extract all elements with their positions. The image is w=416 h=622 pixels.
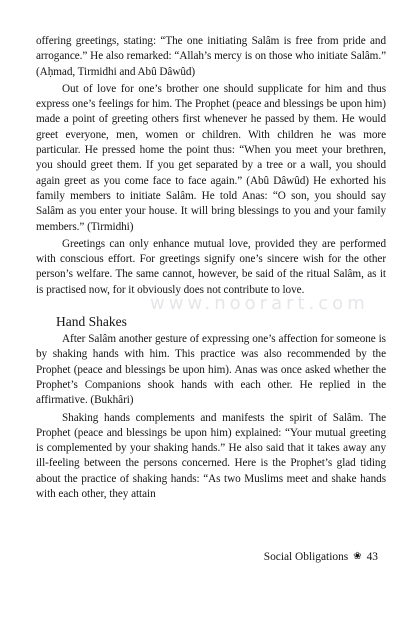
watermark: www.noorart.com <box>150 293 369 314</box>
page-footer <box>0 549 378 565</box>
paragraph: Out of love for one’s brother one should supplicate for him and thus express one’s feelings for him. The Prophet (peace and blessings be upon him) made a point of greeting others first whenever he passed by them. He would greet everyone, men, women or children. With children he was more particular. He pressed home the point thus: “When you meet your brethren, you should greet them. If you get separated by a tree or a wall, you should again greet as you come face to face again.” (Abû Dâwûd) He exhorted his family members to initiate Salâm. He told Anas: “O son, you should say Salâm as you enter your house. It will bring blessings to you and your family members.” (Tirmidhi) <box>36 82 386 233</box>
paragraph: Shaking hands complements and manifests the spirit of Salâm. The Prophet (peace and blessings be upon him) explained: “Your mutual greeting is complemented by your shaking hands.” He also said that it takes away any ill-feeling between the persons concerned. Here is the Prophet’s glad tiding about the practice of shaking hands: “As two Muslims meet and shake hands with each other, they attain <box>36 411 386 501</box>
paragraph: Greetings can only enhance mutual love, provided they are performed with conscious effort. For greetings signify one’s sincere wish for the other person’s welfare. The same cannot, however, be said of the ritual Salâm, as it is practised now, for it obviously does not contribute to love. <box>36 237 386 296</box>
section-heading: Hand Shakes <box>56 314 127 330</box>
paragraph: offering greetings, stating: “The one initiating Salâm is free from pride and arrogance.” He also remarked: “Allah’s mercy is on those who initiate Salâm.” (Aḥmad, Tirmidhi and Abû Dâwûd) <box>36 35 386 78</box>
book-page <box>36 34 386 502</box>
running-title: Social Obligations <box>263 551 349 563</box>
flower-ornament-icon: ❀ <box>353 551 362 562</box>
paragraph: After Salâm another gesture of expressing one’s affection for someone is by shaking hands with him. This practice was also recommended by the Prophet (peace and blessings be upon him). Anas was once asked whether the Prophet’s Companions shook hands with each other. He replied in the affirmative. (Bukhâri) <box>36 333 386 407</box>
page-number: 43 <box>366 551 378 563</box>
